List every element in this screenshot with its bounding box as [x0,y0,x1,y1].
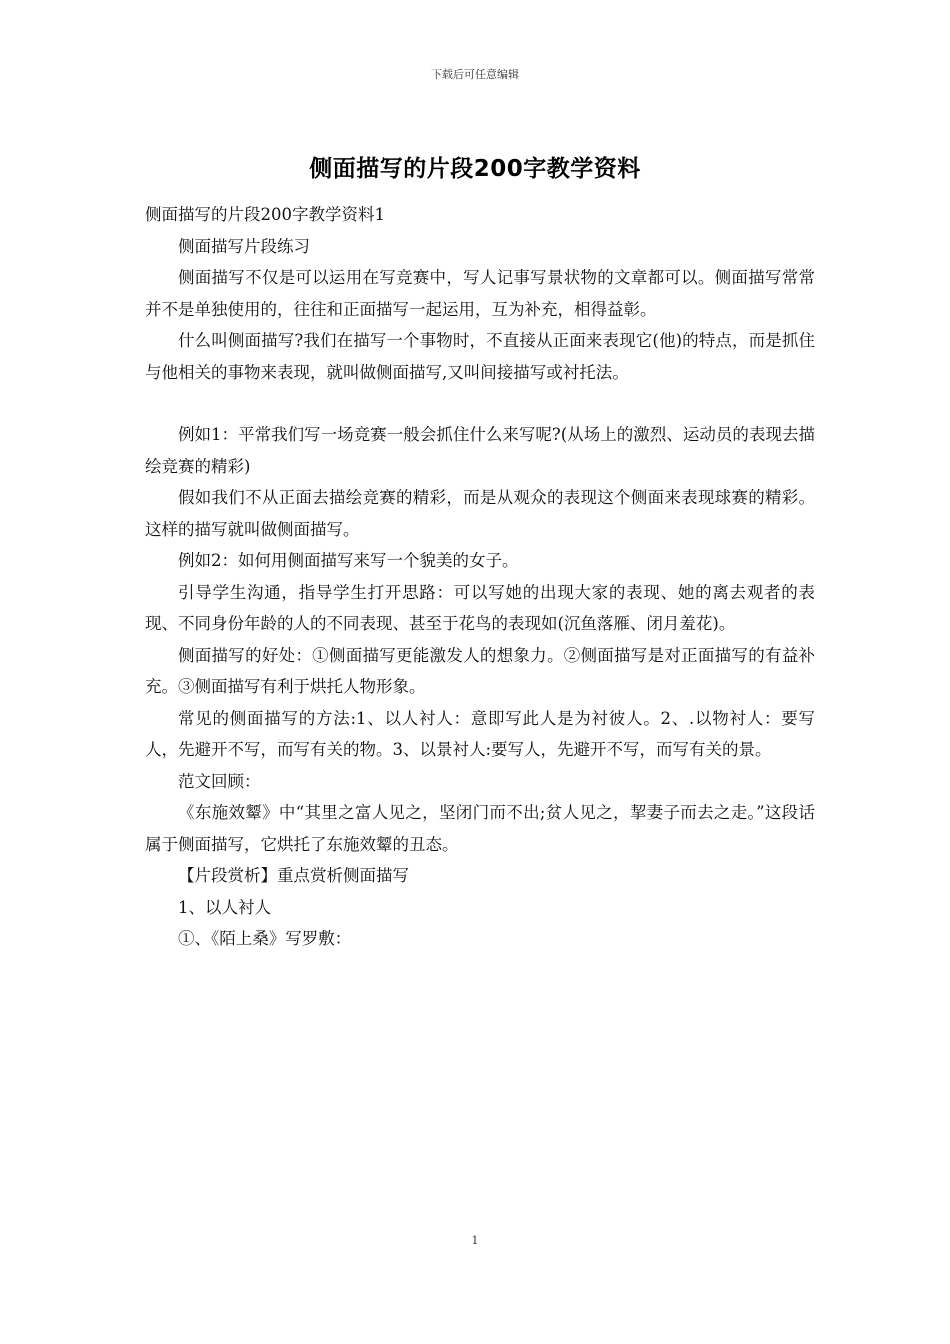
paragraph-example-1: 例如1：平常我们写一场竞赛一般会抓住什么来写呢?(从场上的激烈、运动员的表现去描绘竞赛的精彩) [145,425,815,476]
paragraph-benefits: 侧面描写的好处：①侧面描写更能激发人的想象力。②侧面描写是对正面描写的有益补充。③侧面描写有利于烘托人物形象。 [145,645,815,696]
paragraph-example-2: 例如2：如何用侧面描写来写一个貌美的女子。 [178,551,519,570]
paragraph-methods: 常见的侧面描写的方法:1、以人衬人：意即写此人是为衬彼人。2、.以物衬人：要写人，先避开不写，而写有关的物。3、以景衬人:要写人，先避开不写，而写有关的景。 [145,708,815,759]
paragraph-review-label: 范文回顾： [178,771,261,791]
paragraph-analysis-heading: 【片段赏析】重点赏析侧面描写 [178,866,409,885]
list-item-1-1: ①、《陌上桑》写罗敷： [178,929,352,948]
paragraph-audience: 假如我们不从正面去描绘竞赛的精彩，而是从观众的表现这个侧面来表现球赛的精彩。这样的描写就叫做侧面描写。 [145,488,815,539]
paragraph-dongshi: 《东施效颦》中“其里之富人见之，坚闭门而不出;贫人见之，挈妻子而去之走。”这段话属于侧面描写，它烘托了东施效颦的丑态。 [145,803,815,854]
page-header-note: 下载后可任意编辑 [431,68,519,81]
document-body [145,199,815,955]
paragraph-guidance: 引导学生沟通，指导学生打开思路：可以写她的出现大家的表现、她的离去观者的表现、不同身份年龄的人的不同表现、甚至于花鸟的表现如(沉鱼落雁、闭月羞花)。 [145,582,815,633]
paragraph-definition: 什么叫侧面描写?我们在描写一个事物时，不直接从正面来表现它(他)的特点，而是抓住与他相关的事物来表现，就叫做侧面描写,又叫间接描写或衬托法。 [145,331,815,382]
paragraph-intro: 侧面描写不仅是可以运用在写竞赛中，写人记事写景状物的文章都可以。侧面描写常常并不是单独使用的，往往和正面描写一起运用，互为补充，相得益彰。 [145,268,815,319]
subheading-practice: 侧面描写片段练习 [178,236,310,256]
section-heading: 侧面描写的片段200字教学资料1 [145,205,385,224]
document-title: 侧面描写的片段200字教学资料 [309,156,641,182]
list-item-1: 1、以人衬人 [178,897,271,917]
page-number: 1 [471,1234,479,1247]
